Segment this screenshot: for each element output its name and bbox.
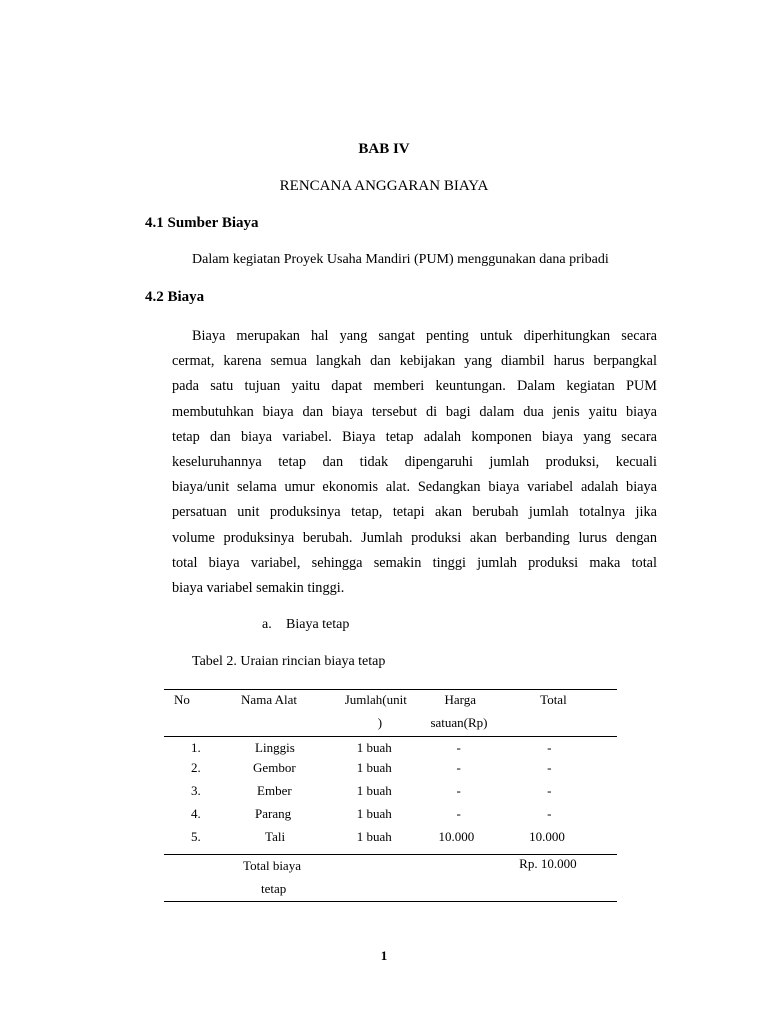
table-row xyxy=(164,783,617,806)
header-no: No xyxy=(174,692,190,707)
cell-nama: Parang xyxy=(255,806,292,821)
cell-harga: - xyxy=(456,783,461,798)
header-jumlah-line2: ) xyxy=(377,715,383,730)
cell-nama: Gembor xyxy=(253,760,296,775)
paragraph-line: keseluruhannya tetap dan tidak dipengaruhi jumlah produksi, kecuali xyxy=(172,454,657,471)
footer-empty-cell xyxy=(337,855,423,902)
cell-total: 10.000 xyxy=(529,829,565,844)
cell-no: 5. xyxy=(191,829,201,844)
footer-total: Rp. 10.000 xyxy=(519,856,577,871)
cell-jumlah: 1 buah xyxy=(356,783,392,798)
footer-label-line2: tetap xyxy=(261,881,287,896)
footer-label-line1: Total biaya xyxy=(243,858,301,873)
table-header-row xyxy=(164,690,617,737)
header-nama-alat: Nama Alat xyxy=(241,692,298,707)
paragraph-line: biaya variabel semakin tinggi. xyxy=(172,580,345,597)
header-jumlah xyxy=(337,690,423,737)
cell-jumlah: 1 buah xyxy=(356,740,392,755)
cell-total: - xyxy=(547,740,552,755)
footer-label xyxy=(233,855,337,902)
cell-nama: Linggis xyxy=(255,740,295,755)
header-harga xyxy=(422,690,508,737)
paragraph-line: volume produksinya berubah. Jumlah produksi akan berbanding lurus dengan xyxy=(172,529,657,546)
header-total: Total xyxy=(540,692,567,707)
fixed-cost-table xyxy=(164,689,617,902)
page-title: RENCANA ANGGARAN BIAYA xyxy=(279,178,489,194)
table-row xyxy=(164,806,617,829)
paragraph-line: Biaya merupakan hal yang sangat penting untuk diperhitungkan secara xyxy=(192,328,657,344)
header-harga-line2: satuan(Rp) xyxy=(430,715,488,730)
paragraph-line: pada satu tujuan yaitu dapat memberi keuntungan. Dalam kegiatan PUM xyxy=(172,378,657,395)
cell-no: 4. xyxy=(191,806,201,821)
paragraph-line: total biaya variabel, sehingga semakin tinggi jumlah produksi maka total xyxy=(172,554,657,571)
cell-no: 1. xyxy=(191,740,201,755)
cell-total: - xyxy=(547,760,552,775)
footer-empty-cell xyxy=(164,855,233,902)
cell-jumlah: 1 buah xyxy=(356,760,392,775)
header-harga-line1: Harga xyxy=(444,692,476,707)
cell-jumlah: 1 buah xyxy=(356,806,392,821)
cell-total: - xyxy=(547,783,552,798)
section-heading-sumber-biaya: 4.1 Sumber Biaya xyxy=(145,215,259,231)
cell-no: 3. xyxy=(191,783,201,798)
footer-empty-cell xyxy=(422,855,508,902)
cell-harga: - xyxy=(456,760,461,775)
paragraph-line: persatuan unit produksinya tetap, tetapi akan berubah jumlah totalnya jika xyxy=(172,504,657,521)
table-row xyxy=(164,760,617,783)
page-number: 1 xyxy=(380,948,388,963)
header-jumlah-line1: Jumlah(unit xyxy=(344,692,407,707)
paragraph-biaya xyxy=(172,324,657,601)
paragraph-line: tetap dan biaya variabel. Biaya tetap adalah komponen biaya yang secara xyxy=(172,428,657,445)
section-text-sumber-biaya: Dalam kegiatan Proyek Usaha Mandiri (PUM) menggunakan dana pribadi xyxy=(192,252,609,267)
list-item-biaya-tetap: Biaya tetap xyxy=(286,617,350,632)
cell-nama: Tali xyxy=(265,829,286,844)
cell-total: - xyxy=(547,806,552,821)
paragraph-line: membutuhkan biaya dan biaya tersebut di bagi dalam dua jenis yaitu biaya xyxy=(172,403,657,420)
paragraph-line: biaya/unit selama umur ekonomis alat. Sedangkan biaya variabel adalah biaya xyxy=(172,479,657,496)
table-row xyxy=(164,737,617,761)
table-caption: Tabel 2. Uraian rincian biaya tetap xyxy=(192,654,386,669)
table-footer-row xyxy=(164,855,617,902)
paragraph-line: cermat, karena semua langkah dan kebijakan yang diambil harus berpangkal xyxy=(172,353,657,370)
cell-nama: Ember xyxy=(257,783,292,798)
chapter-heading: BAB IV xyxy=(358,141,410,157)
cell-jumlah: 1 buah xyxy=(356,829,392,844)
table-row xyxy=(164,829,617,855)
list-marker: a. xyxy=(262,617,272,632)
cell-harga: - xyxy=(456,806,461,821)
cell-harga: 10.000 xyxy=(438,829,475,844)
cell-harga: - xyxy=(456,740,461,755)
section-heading-biaya: 4.2 Biaya xyxy=(145,289,205,305)
cell-no: 2. xyxy=(191,760,201,775)
